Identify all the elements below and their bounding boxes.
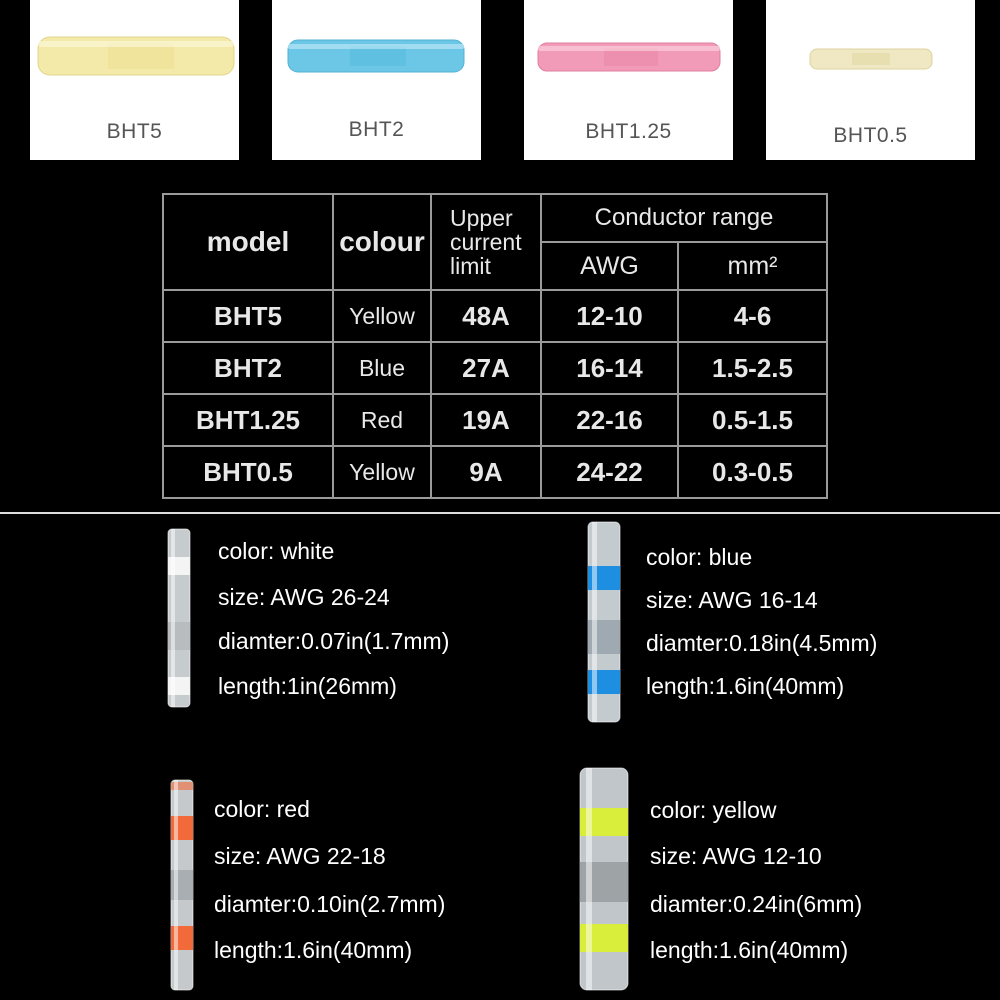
- product-size-label: size: AWG 16-14: [646, 587, 818, 613]
- product-length-label: length:1.6in(40mm): [214, 937, 413, 963]
- tile-caption: BHT5: [106, 120, 163, 143]
- header-mm2: mm²: [678, 242, 827, 290]
- cell-colour: Yellow: [333, 290, 431, 342]
- cell-mm2: 4-6: [678, 290, 827, 342]
- tile-caption: BHT1.25: [585, 120, 672, 143]
- header-upper-line: Upper: [450, 205, 513, 231]
- header-upper-current-limit: [431, 194, 541, 290]
- cell-model: BHT1.25: [163, 394, 333, 446]
- product-tile-bht2: [272, 0, 481, 160]
- product-diameter-label: diamter:0.10in(2.7mm): [214, 891, 446, 917]
- product-tile-bht05: [766, 0, 975, 160]
- cell-current: 48A: [431, 290, 541, 342]
- product-length-label: length:1.6in(40mm): [650, 937, 849, 963]
- cell-awg: 22-16: [541, 394, 678, 446]
- white-solder-sleeve-image: [164, 527, 194, 709]
- tile-caption: BHT0.5: [833, 124, 908, 147]
- product-size-label: size: AWG 22-18: [214, 843, 386, 869]
- header-limit-line: limit: [450, 253, 491, 279]
- table-row: [163, 290, 827, 342]
- cell-model: BHT0.5: [163, 446, 333, 498]
- cell-colour: Blue: [333, 342, 431, 394]
- cell-current: 9A: [431, 446, 541, 498]
- product-color-label: color: yellow: [650, 797, 777, 823]
- table-row: [163, 394, 827, 446]
- cell-current: 19A: [431, 394, 541, 446]
- cell-current: 27A: [431, 342, 541, 394]
- cell-awg: 16-14: [541, 342, 678, 394]
- table-row: [163, 342, 827, 394]
- cell-awg: 12-10: [541, 290, 678, 342]
- table-row: [163, 446, 827, 498]
- cell-model: BHT5: [163, 290, 333, 342]
- product-tile-bht125: [524, 0, 733, 160]
- red-solder-sleeve-image: [167, 778, 197, 992]
- cell-colour: Yellow: [333, 446, 431, 498]
- cell-colour: Red: [333, 394, 431, 446]
- product-size-label: size: AWG 12-10: [650, 843, 822, 869]
- header-awg: AWG: [541, 242, 678, 290]
- cell-mm2: 0.3-0.5: [678, 446, 827, 498]
- header-current-line: current: [450, 229, 522, 255]
- header-conductor-range: Conductor range: [541, 194, 827, 242]
- table-header-row: [163, 194, 827, 242]
- product-diameter-label: diamter:0.07in(1.7mm): [218, 628, 450, 654]
- section-divider: [0, 512, 1000, 514]
- header-colour: colour: [333, 194, 431, 290]
- header-model: model: [163, 194, 333, 290]
- product-color-label: color: blue: [646, 544, 753, 570]
- tile-caption: BHT2: [348, 118, 405, 141]
- product-length-label: length:1in(26mm): [218, 673, 397, 699]
- product-length-label: length:1.6in(40mm): [646, 673, 845, 699]
- cell-model: BHT2: [163, 342, 333, 394]
- yellow-solder-sleeve-image: [576, 766, 632, 992]
- spec-table: [162, 193, 828, 499]
- product-color-label: color: red: [214, 796, 310, 822]
- cell-mm2: 0.5-1.5: [678, 394, 827, 446]
- product-diameter-label: diamter:0.24in(6mm): [650, 891, 863, 917]
- product-color-label: color: white: [218, 538, 335, 564]
- product-tile-bht5: [30, 0, 239, 160]
- cell-awg: 24-22: [541, 446, 678, 498]
- product-size-label: size: AWG 26-24: [218, 584, 390, 610]
- blue-solder-sleeve-image: [584, 520, 624, 724]
- product-diameter-label: diamter:0.18in(4.5mm): [646, 630, 878, 656]
- cell-mm2: 1.5-2.5: [678, 342, 827, 394]
